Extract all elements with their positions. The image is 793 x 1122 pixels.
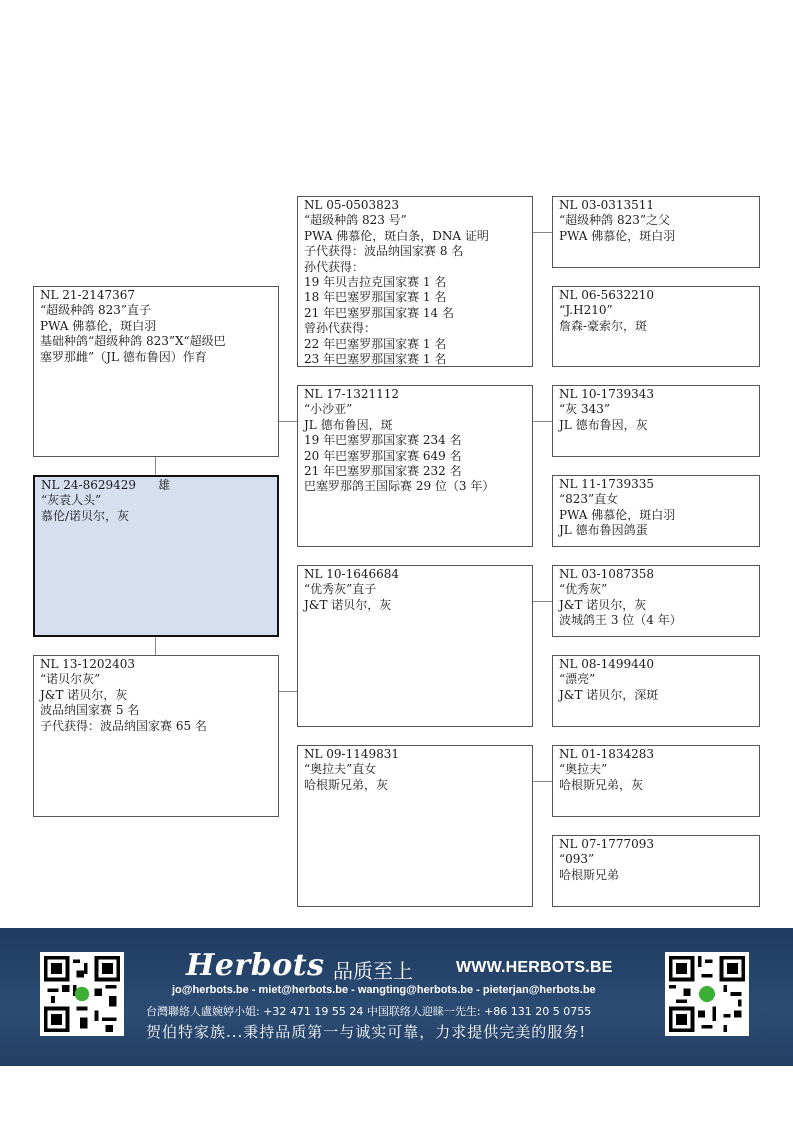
subject-box xyxy=(33,475,279,637)
pedigree-line: NL 17-1321112 xyxy=(304,387,400,401)
pedigree-line: 波城鸽王 3 位（4 年） xyxy=(559,613,682,628)
pedigree-line: 22 年巴塞罗那国家赛 1 名 xyxy=(304,336,447,351)
pedigree-line: “优秀灰” xyxy=(559,582,608,597)
pedigree-line: NL 10-1739343 xyxy=(559,387,655,401)
pedigree-line: NL 01-1834283 xyxy=(559,747,655,761)
subject-sex: 雄 xyxy=(158,478,171,492)
pedigree-line: 波品纳国家赛 5 名 xyxy=(40,703,140,718)
subject-details xyxy=(41,493,271,524)
pedigree-line: 18 年巴塞罗那国家赛 1 名 xyxy=(304,290,447,305)
sire-dam-sire-box xyxy=(552,385,760,457)
pedigree-line: “超级种鸽 823 号” xyxy=(304,213,407,228)
dam-sire-box xyxy=(297,565,533,727)
wechat-qr-code-icon xyxy=(665,952,749,1036)
pedigree-line: NL 09-1149831 xyxy=(304,747,400,761)
pedigree-line: 哈根斯兄弟，灰 xyxy=(304,777,389,792)
pedigree-line: 21 年巴塞罗那国家赛 14 名 xyxy=(304,305,454,320)
pedigree-line: “超级种鸽 823”直子 xyxy=(40,303,151,318)
pedigree-line: “诺贝尔灰” xyxy=(40,672,101,687)
dam-dam-box xyxy=(297,745,533,907)
dam-sire-sire-box xyxy=(552,565,760,637)
pedigree-line: 20 年巴塞罗那国家赛 649 名 xyxy=(304,448,462,463)
connector-line xyxy=(279,421,297,422)
brand-logo: Herbots xyxy=(186,948,325,983)
pedigree-line: “奥拉夫”直女 xyxy=(304,762,377,777)
connector-line xyxy=(533,601,552,602)
pedigree-line: NL 10-1646684 xyxy=(304,567,400,581)
pedigree-line: PWA 佛慕伦，斑白羽 xyxy=(559,507,676,522)
pedigree-line: 子代获得：波品纳国家赛 8 名 xyxy=(304,244,464,259)
pedigree-line: 19 年贝吉拉克国家赛 1 名 xyxy=(304,275,447,290)
pedigree-line: “小沙亚” xyxy=(304,402,353,417)
sire-dam-box xyxy=(297,385,533,547)
sire-sire-sire-box xyxy=(552,196,760,268)
pedigree-line: “823”直女 xyxy=(559,492,619,507)
pedigree-line: NL 07-1777093 xyxy=(559,837,655,851)
pedigree-line: J&T 诺贝尔，灰 xyxy=(304,597,392,612)
pedigree-line: “灰袁人头” xyxy=(41,493,102,508)
sire-sire-box xyxy=(297,196,533,367)
pedigree-line: J&T 诺贝尔，灰 xyxy=(559,597,647,612)
pedigree-line: 塞罗那雌”（JL 德布鲁因）作育 xyxy=(40,349,207,364)
pedigree-line: NL 03-1087358 xyxy=(559,567,655,581)
connector-line xyxy=(533,781,552,782)
pedigree-line: 子代获得：波品纳国家赛 65 名 xyxy=(40,718,207,733)
pedigree-line: “093” xyxy=(559,852,595,867)
pedigree-line: JL 德布鲁因，斑 xyxy=(304,417,393,432)
pedigree-line: NL 06-5632210 xyxy=(559,288,655,302)
pedigree-line: J&T 诺贝尔，深斑 xyxy=(559,687,659,702)
pedigree-line: 孙代获得： xyxy=(304,259,365,274)
connector-line xyxy=(533,421,552,422)
pedigree-line: “奥拉夫” xyxy=(559,762,608,777)
pedigree-line: J&T 诺贝尔，灰 xyxy=(40,687,128,702)
pedigree-line: 曾孙代获得： xyxy=(304,321,377,336)
pedigree-line: “超级种鸽 823”之父 xyxy=(559,213,670,228)
pedigree-line: NL 03-0313511 xyxy=(559,198,655,212)
sire-sire-dam-box xyxy=(552,286,760,367)
connector-line xyxy=(155,457,156,475)
dam-dam-sire-box xyxy=(552,745,760,817)
pedigree-line: 23 年巴塞罗那国家赛 1 名 xyxy=(304,352,447,367)
connector-line xyxy=(279,691,297,692)
pedigree-line: NL 05-0503823 xyxy=(304,198,400,212)
pedigree-line: “漂亮” xyxy=(559,672,596,687)
footer-banner xyxy=(0,928,793,1066)
contact-emails[interactable]: jo@herbots.be - miet@herbots.be - wangting@herbots.be - pieterjan@herbots.be xyxy=(172,984,596,996)
pedigree-line: “灰 343” xyxy=(559,402,610,417)
pedigree-line: PWA 佛慕伦，斑白羽 xyxy=(559,228,676,243)
sire-dam-dam-box xyxy=(552,475,760,547)
pedigree-line: 慕伦/诺贝尔，灰 xyxy=(41,508,130,523)
dam-box xyxy=(33,655,279,817)
pedigree-line: NL 21-2147367 xyxy=(40,288,136,302)
pedigree-line: NL 13-1202403 xyxy=(40,657,136,671)
footer-slogan: 贺伯特家族...秉持品质第一与诚实可靠，力求提供完美的服务! xyxy=(146,1023,587,1041)
pedigree-line: “J.H210” xyxy=(559,303,613,318)
pedigree-line: 21 年巴塞罗那国家赛 232 名 xyxy=(304,464,462,479)
website-link[interactable]: WWW.HERBOTS.BE xyxy=(456,959,613,976)
subject-ring: NL 24-8629429 xyxy=(41,478,137,492)
pedigree-line: 巴塞罗那鸽王国际赛 29 位（3 年） xyxy=(304,479,495,494)
pedigree-line: NL 08-1499440 xyxy=(559,657,655,671)
dam-sire-dam-box xyxy=(552,655,760,727)
qr-code-icon xyxy=(40,952,124,1036)
brand-tagline: 品质至上 xyxy=(333,959,413,983)
pedigree-line: PWA 佛慕伦，斑白羽 xyxy=(40,318,157,333)
pedigree-line: 哈根斯兄弟，灰 xyxy=(559,777,644,792)
connector-line xyxy=(155,637,156,655)
pedigree-line: 詹森-豪索尔，斑 xyxy=(559,318,648,333)
pedigree-line: “优秀灰”直子 xyxy=(304,582,377,597)
pedigree-line: PWA 佛慕伦，斑白条，DNA 证明 xyxy=(304,228,489,243)
pedigree-line: JL 德布鲁因鸽蛋 xyxy=(559,523,648,538)
dam-dam-dam-box xyxy=(552,835,760,907)
pedigree-line: JL 德布鲁因，灰 xyxy=(559,417,648,432)
pedigree-line: 基础种鸽“超级种鸽 823”X“超级巴 xyxy=(40,334,226,349)
connector-line xyxy=(533,232,552,233)
contact-phones: 台灣聯絡人盧婉婷小姐: +32 471 19 55 24 中国联络人迎睐一先生: +86 131 20 5 0755 xyxy=(146,1005,592,1018)
pedigree-line: 哈根斯兄弟 xyxy=(559,867,620,882)
sire-box xyxy=(33,286,279,457)
pedigree-line: 19 年巴塞罗那国家赛 234 名 xyxy=(304,433,462,448)
pedigree-line: NL 11-1739335 xyxy=(559,477,655,491)
